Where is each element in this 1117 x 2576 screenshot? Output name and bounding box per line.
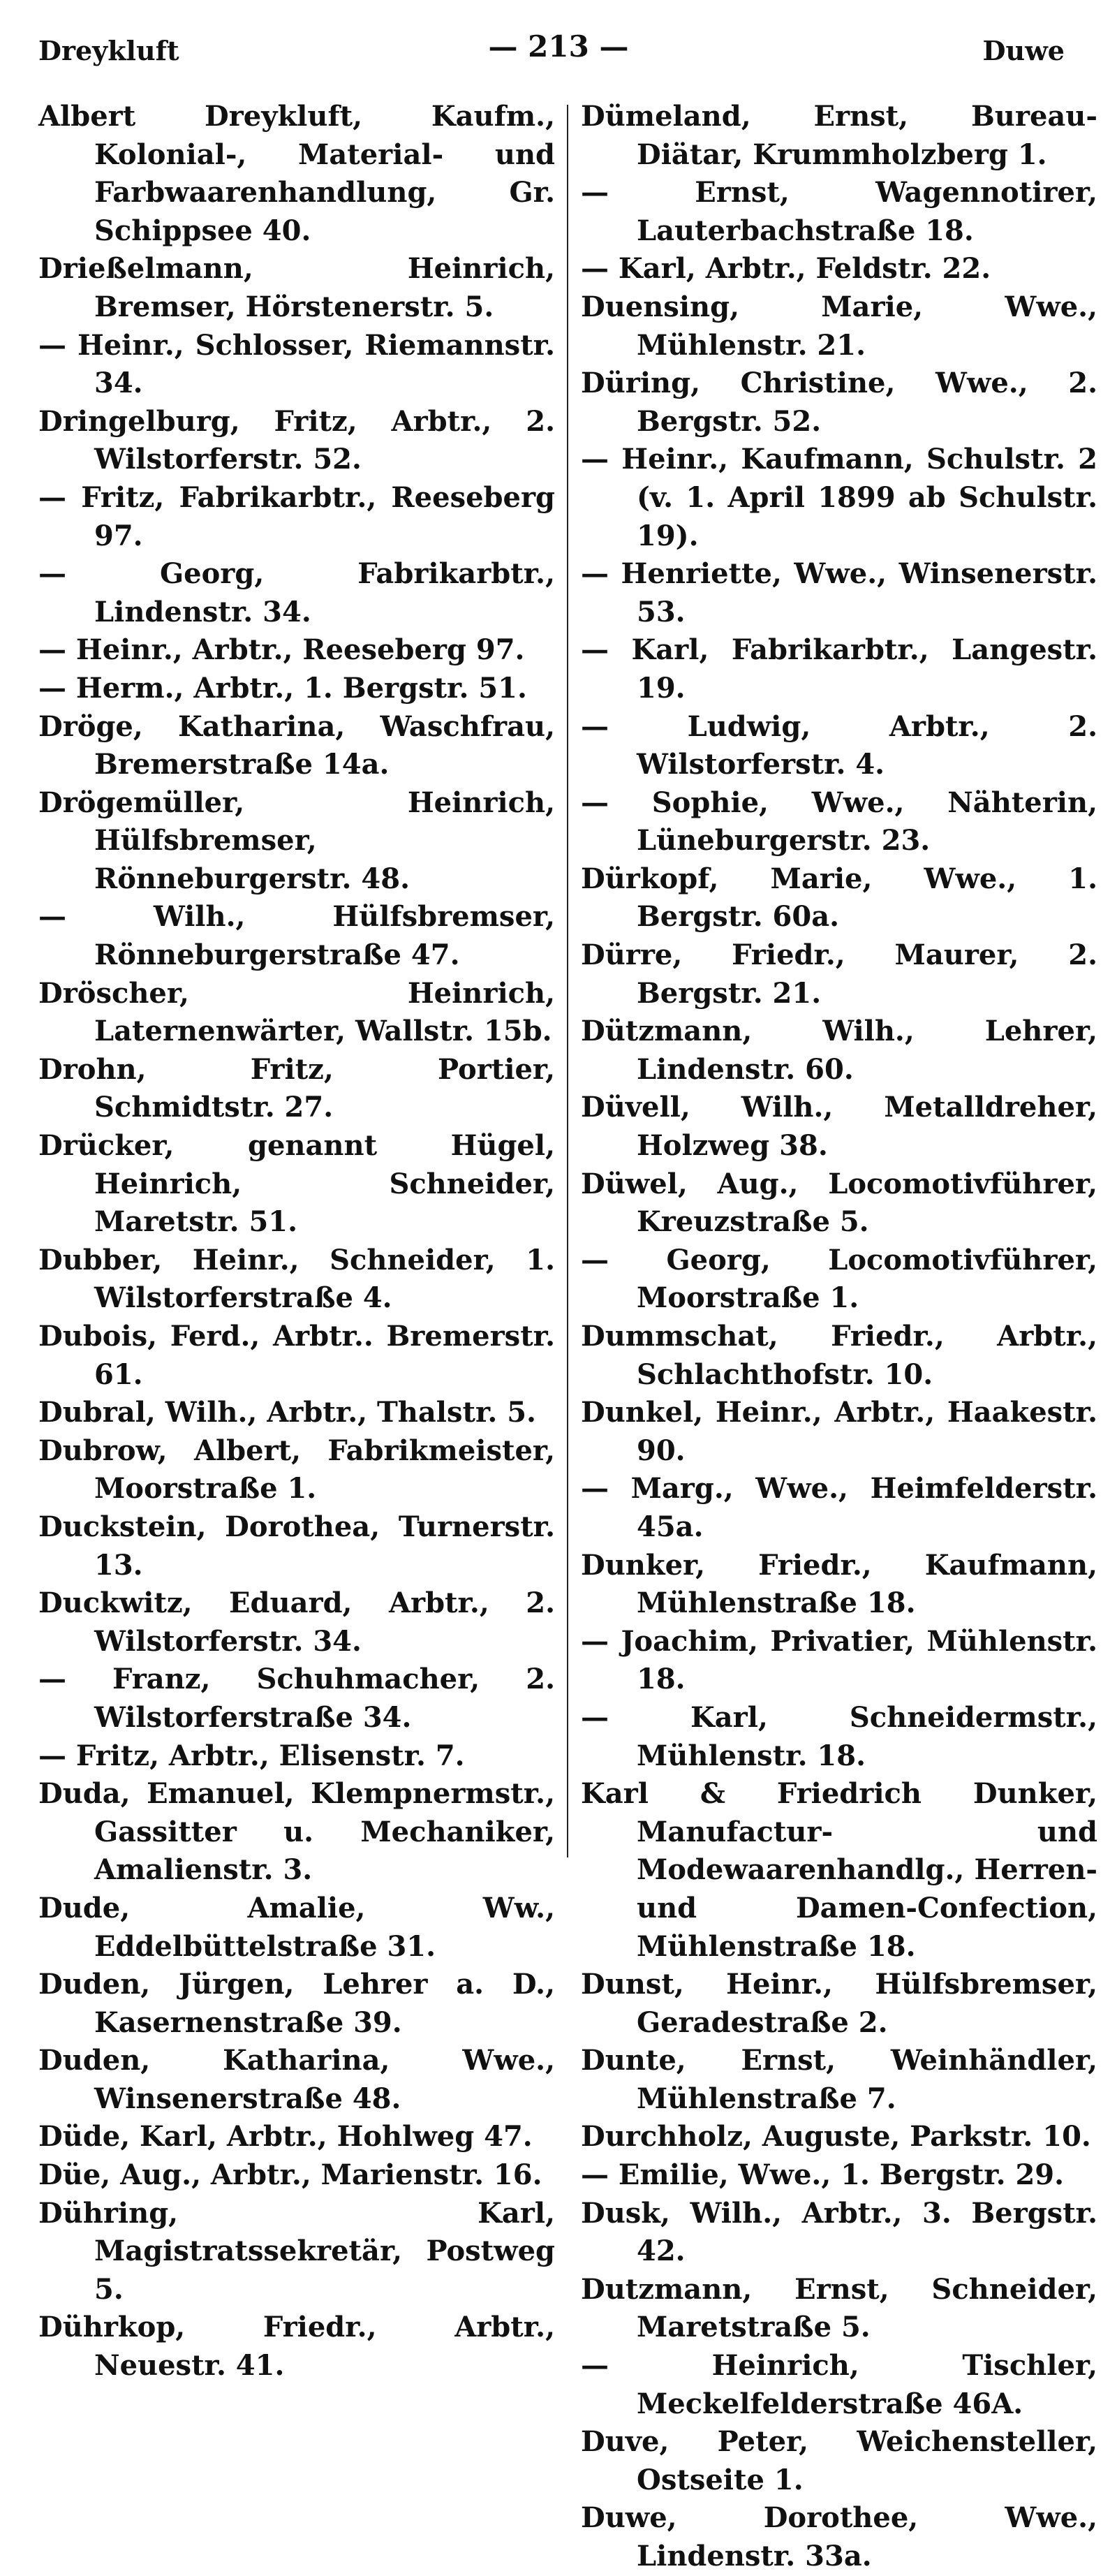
directory-entry: — Georg, Locomotivführer, Moorstraße 1.: [581, 1243, 1097, 1315]
directory-entry: Albert Dreykluft, Kaufm., Kolonial-, Material- und Farbwaarenhandlung, Gr. Schippsee 40.: [38, 100, 555, 247]
directory-entry: — Franz, Schuhmacher, 2. Wilstorferstraße 34.: [38, 1663, 555, 1734]
directory-entry: Dubral, Wilh., Arbtr., Thalstr. 5.: [38, 1396, 536, 1429]
directory-entry: Duckstein, Dorothea, Turnerstr. 13.: [38, 1510, 555, 1582]
header-right-catchword: Duwe: [982, 35, 1065, 66]
directory-entry: — Heinr., Kaufmann, Schulstr. 2 (v. 1. April 1899 ab Schulstr. 19).: [581, 443, 1097, 552]
directory-entry: Duensing, Marie, Wwe., Mühlenstr. 21.: [581, 290, 1097, 362]
directory-entry: — Wilh., Hülfsbremser, Rönneburgerstraße 47.: [38, 900, 555, 972]
directory-entry: Dröscher, Heinrich, Laternenwärter, Wallstr. 15b.: [38, 976, 555, 1048]
directory-entry: Karl & Friedrich Dunker, Manufactur- und Modewaarenhandlg., Herren- und Damen-Confection, Mühlenstraße 18.: [581, 1777, 1097, 1963]
directory-entry: Drücker, genannt Hügel, Heinrich, Schneider, Maretstr. 51.: [38, 1129, 555, 1239]
directory-entry: — Ernst, Wagennotirer, Lauterbachstraße 18.: [581, 176, 1097, 247]
page-number: — 213 —: [488, 29, 629, 64]
right-column: [581, 98, 1097, 2573]
directory-entry: — Henriette, Wwe., Winsenerstr. 53.: [581, 557, 1097, 628]
column-divider: [567, 105, 568, 1857]
directory-entry: Durchholz, Auguste, Parkstr. 10.: [581, 2120, 1091, 2154]
directory-entry: Düde, Karl, Arbtr., Hohlweg 47.: [38, 2120, 533, 2154]
directory-entry: Düwel, Aug., Locomotivführer, Kreuzstraße 5.: [581, 1167, 1097, 1239]
directory-entry: Dunst, Heinr., Hülfsbremser, Geradestraße 2.: [581, 1968, 1097, 2039]
directory-entry: — Sophie, Wwe., Nähterin, Lüneburgerstr. 23.: [581, 786, 1097, 858]
directory-entry: Dürkopf, Marie, Wwe., 1. Bergstr. 60a.: [581, 862, 1097, 934]
directory-entry: Dühring, Karl, Magistratssekretär, Postweg 5.: [38, 2196, 555, 2306]
directory-entry: Dummschat, Friedr., Arbtr., Schlachthofstr. 10.: [581, 1320, 1097, 1391]
directory-entry: Dührkop, Friedr., Arbtr., Neuestr. 41.: [38, 2311, 555, 2383]
directory-entry: — Karl, Schneidermstr., Mühlenstr. 18.: [581, 1700, 1097, 1772]
directory-entry: Dubois, Ferd., Arbtr.. Bremerstr. 61.: [38, 1320, 555, 1391]
page-header: [0, 29, 1117, 71]
directory-entry: — Emilie, Wwe., 1. Bergstr. 29.: [581, 2158, 1065, 2192]
directory-entry: Duwe, Dorothee, Wwe., Lindenstr. 33a.: [581, 2501, 1097, 2573]
directory-entry: — Fritz, Fabrikarbtr., Reeseberg 97.: [38, 480, 555, 552]
directory-entry: Dröge, Katharina, Waschfrau, Bremerstraße 14a.: [38, 709, 555, 781]
left-column: [38, 98, 555, 2383]
directory-entry: — Karl, Arbtr., Feldstr. 22.: [581, 252, 991, 286]
directory-entry: — Fritz, Arbtr., Elisenstr. 7.: [38, 1739, 465, 1772]
directory-entry: Duve, Peter, Weichensteller, Ostseite 1.: [581, 2425, 1097, 2496]
directory-entry: — Georg, Fabrikarbtr., Lindenstr. 34.: [38, 557, 555, 628]
directory-entry: Drießelmann, Heinrich, Bremser, Hörstenerstr. 5.: [38, 252, 555, 323]
directory-entry: Düe, Aug., Arbtr., Marienstr. 16.: [38, 2158, 542, 2192]
directory-entry: — Karl, Fabrikarbtr., Langestr. 19.: [581, 633, 1097, 705]
directory-entry: Duckwitz, Eduard, Arbtr., 2. Wilstorferstr. 34.: [38, 1587, 555, 1658]
directory-entry: — Joachim, Privatier, Mühlenstr. 18.: [581, 1624, 1097, 1696]
directory-entry: Duda, Emanuel, Klempnermstr., Gassitter u. Mechaniker, Amalienstr. 3.: [38, 1777, 555, 1887]
directory-entry: Dunker, Friedr., Kaufmann, Mühlenstraße 18.: [581, 1548, 1097, 1620]
directory-entry: Dümeland, Ernst, Bureau-Diätar, Krummholzberg 1.: [581, 100, 1097, 171]
directory-entry: — Heinrich, Tischler, Meckelfelderstraße 46A.: [581, 2349, 1097, 2420]
directory-entry: — Heinr., Arbtr., Reeseberg 97.: [38, 633, 525, 667]
directory-entry: — Heinr., Schlosser, Riemannstr. 34.: [38, 328, 555, 400]
header-left-catchword: Dreykluft: [38, 35, 179, 66]
directory-entry: Drohn, Fritz, Portier, Schmidtstr. 27.: [38, 1052, 555, 1124]
directory-entry: Dützmann, Wilh., Lehrer, Lindenstr. 60.: [581, 1015, 1097, 1086]
directory-entry: Düvell, Wilh., Metalldreher, Holzweg 38.: [581, 1091, 1097, 1163]
directory-entry: Dringelburg, Fritz, Arbtr., 2. Wilstorferstr. 52.: [38, 404, 555, 476]
directory-entry: Duden, Jürgen, Lehrer a. D., Kasernenstraße 39.: [38, 1968, 555, 2039]
directory-entry: Dubber, Heinr., Schneider, 1. Wilstorferstraße 4.: [38, 1243, 555, 1315]
directory-entry: Drögemüller, Heinrich, Hülfsbremser, Rönneburgerstr. 48.: [38, 786, 555, 895]
directory-entry: Dutzmann, Ernst, Schneider, Maretstraße 5.: [581, 2272, 1097, 2344]
directory-entry: Dude, Amalie, Ww., Eddelbüttelstraße 31.: [38, 1891, 555, 1963]
directory-entry: Düring, Christine, Wwe., 2. Bergstr. 52.: [581, 367, 1097, 438]
directory-entry: Dubrow, Albert, Fabrikmeister, Moorstraße 1.: [38, 1434, 555, 1506]
directory-entry: Dürre, Friedr., Maurer, 2. Bergstr. 21.: [581, 939, 1097, 1010]
directory-entry: Dunte, Ernst, Weinhändler, Mühlenstraße 7.: [581, 2044, 1097, 2115]
directory-entry: Duden, Katharina, Wwe., Winsenerstraße 48.: [38, 2044, 555, 2115]
directory-entry: Dunkel, Heinr., Arbtr., Haakestr. 90.: [581, 1396, 1097, 1467]
directory-entry: — Marg., Wwe., Heimfelderstr. 45a.: [581, 1472, 1097, 1543]
directory-entry: Dusk, Wilh., Arbtr., 3. Bergstr. 42.: [581, 2196, 1097, 2268]
directory-entry: — Ludwig, Arbtr., 2. Wilstorferstr. 4.: [581, 709, 1097, 781]
directory-entry: — Herm., Arbtr., 1. Bergstr. 51.: [38, 671, 527, 705]
